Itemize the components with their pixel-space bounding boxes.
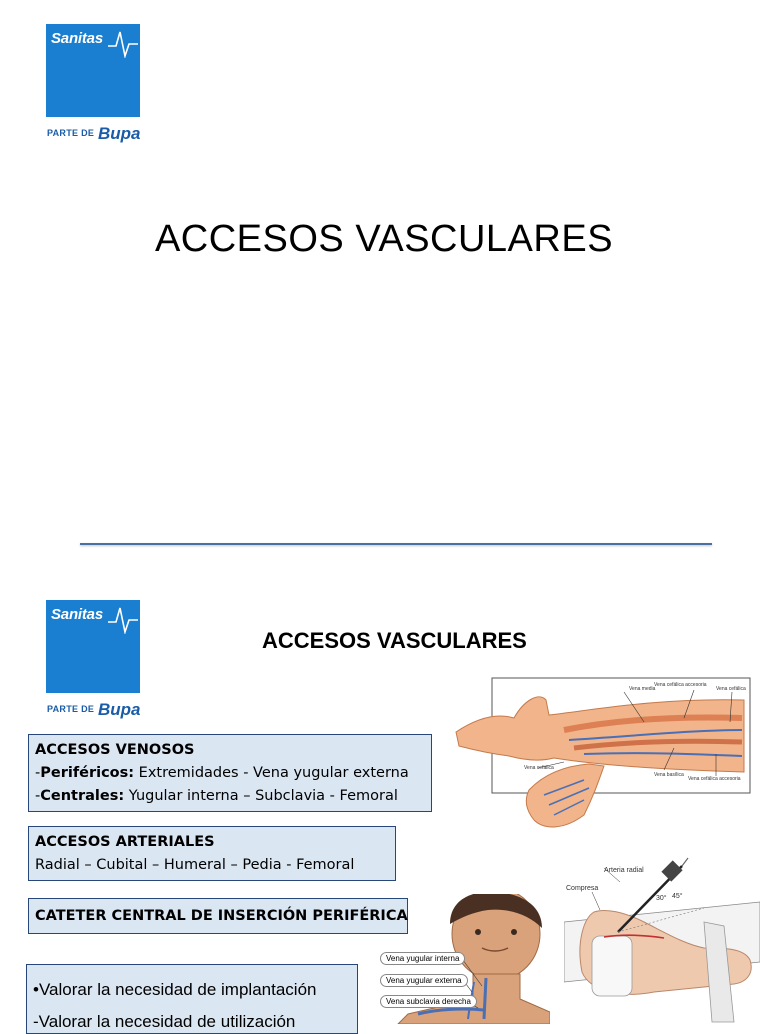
cateter-heading: CATETER CENTRAL DE INSERCIÓN PERIFÉRICA — [35, 908, 408, 924]
logo-group: Bupa — [98, 124, 141, 143]
venosos-perifericos: -Periféricos: Extremidades - Vena yugular externa — [35, 765, 409, 781]
arm-veins-image — [454, 670, 754, 840]
arteriales-text: Radial – Cubital – Humeral – Pedia - Femoral — [35, 857, 355, 873]
arm-veins-drawing — [454, 670, 754, 840]
venosos-heading: ACCESOS VENOSOS — [35, 742, 195, 758]
svg-text:Vena cefálica accesoria: Vena cefálica accesoria — [654, 682, 707, 688]
radial-puncture-drawing — [564, 852, 760, 1024]
heartbeat-icon — [108, 604, 138, 634]
venosos-centrales: -Centrales: Yugular interna – Subclavia - Femoral — [35, 788, 398, 804]
sanitas-logo-2 — [46, 600, 146, 725]
venosos-box — [28, 734, 432, 812]
svg-text:Vena cefálica: Vena cefálica — [524, 765, 554, 771]
logo-brand: Sanitas — [51, 606, 103, 623]
arteriales-box — [28, 826, 396, 881]
svg-text:Vena basílica: Vena basílica — [654, 772, 684, 778]
slide1-title: ACCESOS VASCULARES — [154, 218, 614, 260]
neck-label-subclavia: Vena subclavia derecha — [380, 995, 477, 1008]
svg-text:Vena cefálica accesoria: Vena cefálica accesoria — [688, 776, 741, 782]
radial-puncture-image — [564, 852, 760, 1024]
bullet-utilizacion: -Valorar la necesidad de utilización — [33, 1012, 296, 1031]
sanitas-logo — [46, 24, 146, 149]
logo-brand: Sanitas — [51, 30, 103, 47]
logo-parte-de: PARTE DE — [47, 128, 95, 138]
slide-divider — [80, 543, 712, 545]
svg-text:45°: 45° — [672, 893, 683, 900]
svg-text:Vena cefálica: Vena cefálica — [716, 686, 746, 692]
logo-parte-de: PARTE DE — [47, 704, 95, 714]
svg-text:Compresa: Compresa — [566, 885, 599, 892]
logo-badge — [46, 24, 140, 117]
logo-group: Bupa — [98, 700, 141, 719]
bullet-implantacion: •Valorar la necesidad de implantación — [33, 980, 317, 999]
svg-text:30°: 30° — [656, 895, 667, 902]
neck-label-interna: Vena yugular interna — [380, 952, 465, 965]
neck-label-externa: Vena yugular externa — [380, 974, 468, 987]
svg-text:Vena media: Vena media — [629, 686, 656, 692]
logo-badge — [46, 600, 140, 693]
arteriales-heading: ACCESOS ARTERIALES — [35, 834, 215, 850]
heartbeat-icon — [108, 28, 138, 58]
neck-veins-image — [378, 894, 550, 1024]
cateter-box — [28, 898, 408, 934]
svg-text:Arteria radial: Arteria radial — [604, 867, 644, 874]
slide2-title: ACCESOS VASCULARES — [262, 628, 527, 653]
